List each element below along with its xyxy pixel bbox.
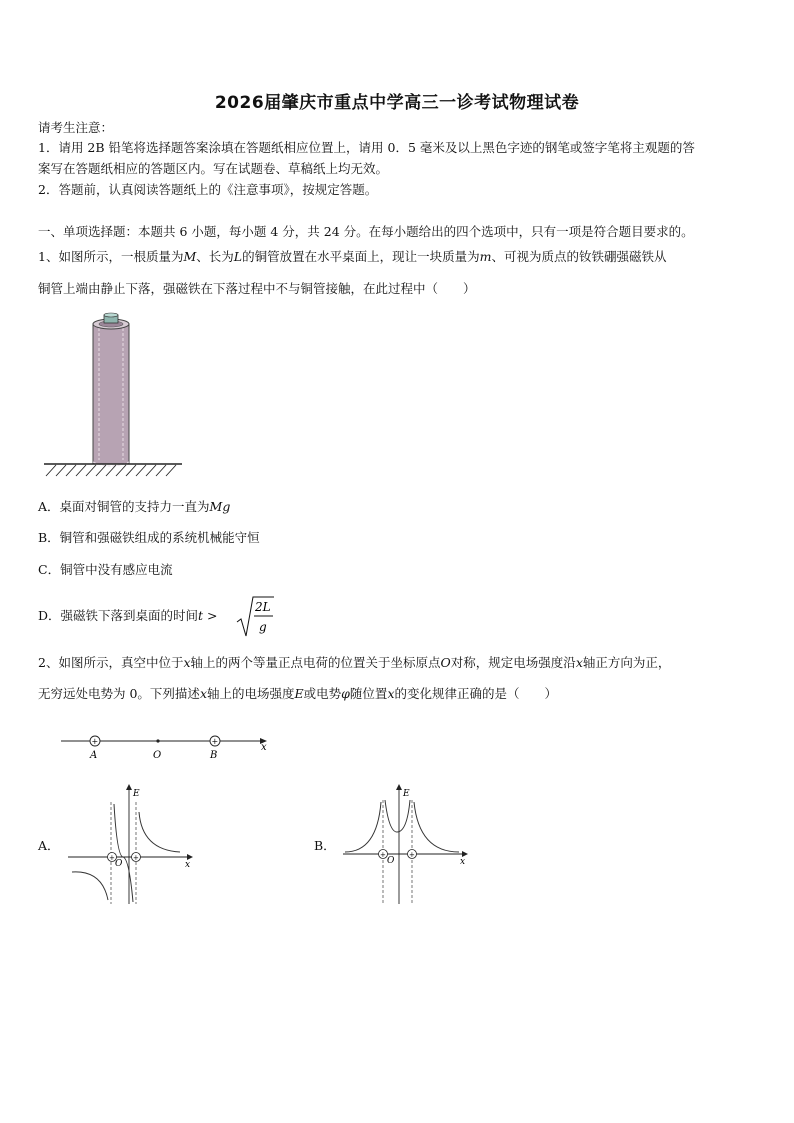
section-heading: 一、单项选择题：本题共 6 小题，每小题 4 分，共 24 分。在每小题给出的四个选项中，只有一项是符合题目要求的。 [38,224,694,239]
q1-stem-part: 、可视为质点的钕铁硼强磁铁从 [491,249,667,264]
magnet-top [104,313,118,317]
sqrt-numerator: 2L [255,600,271,614]
svg-text:+: + [91,737,99,746]
q1-var-m: m [479,249,492,264]
graph-a-e-label: E [133,789,140,799]
q1-option-a[interactable] [38,497,230,517]
q2-stem-part: 轴正方向为正， [582,655,671,670]
q2-stem-line-1 [38,653,760,673]
notice-heading: 请考生注意： [38,120,114,135]
svg-text:+: + [211,737,219,746]
notice-item-1-line-2: 案写在答题纸相应的答题区内。写在试题卷、草稿纸上均无效。 [38,161,389,176]
graph-b-x-label: x [460,857,466,867]
q1-option-d-text: D．强磁铁下落到桌面的时间 [38,608,199,623]
graph-a-x-label: x [185,860,191,870]
q2-stem-part: 随位置 [349,686,388,701]
q2-option-b[interactable]: B． [314,838,336,853]
tube-body [93,324,129,464]
q1-stem-line-2: 铜管上端由静止下落，强磁铁在下落过程中不与铜管接触，在此过程中（ ） [38,281,476,296]
q1-option-c[interactable]: C．铜管中没有感应电流 [38,562,173,577]
q2-var-O: O [440,655,451,670]
svg-text:+: + [109,854,115,862]
graph-a-origin-label: O [115,859,123,869]
q1-var-L: L [233,249,243,264]
q2-stem-part: 或电势 [303,686,342,701]
q2-stem-part: 无穷远处电势为 0。下列描述 [38,686,200,701]
graph-option-b [337,782,477,910]
exam-title: 2026届肇庆市重点中学高三一诊考试物理试卷 [214,93,580,113]
graph-b-e-label: E [403,789,410,799]
label-b: B [210,750,218,761]
copper-tube-figure [40,312,190,482]
q1-stem-line-1 [38,247,760,267]
q1-option-d[interactable] [38,606,218,626]
q2-stem-part: 对称，规定电场强度沿 [450,655,576,670]
q1-stem-part: 的铜管放置在水平桌面上，现让一块质量为 [242,249,480,264]
charge-axis-figure [55,730,280,762]
origin-dot [156,739,159,742]
q2-var-x: x [199,686,207,701]
q1-option-d-gt: > [207,608,218,623]
graph-a-curve-left [72,872,108,900]
sqrt-formula [236,594,276,640]
label-a: A [90,750,98,761]
q1-stem-part: 1、如图所示，一根质量为 [38,249,184,264]
svg-text:+: + [380,851,386,859]
graph-a-curve-right [139,812,180,852]
q2-var-phi: φ [341,686,350,701]
q2-var-x: x [183,655,191,670]
notice-item-2: 2．答题前，认真阅读答题纸上的《注意事项》，按规定答题。 [38,182,378,197]
q2-var-x: x [387,686,395,701]
graph-b-curve-left [345,802,381,852]
svg-text:+: + [133,854,139,862]
q2-option-a[interactable]: A． [38,838,60,853]
graph-option-a [62,782,202,910]
q1-option-a-text: A．桌面对铜管的支持力一直为 [38,499,210,514]
ground-hatching [46,465,176,476]
q1-stem-part: 、长为 [196,249,234,264]
q2-var-E: E [294,686,304,701]
q2-var-x: x [575,655,583,670]
graph-b-origin-label: O [387,856,395,866]
q1-option-a-var: Mg [209,499,231,514]
graph-b-curve-middle [385,800,410,832]
svg-text:+: + [409,851,415,859]
q2-stem-part: 的变化规律正确的是（ ） [394,686,558,701]
graph-a-curve-middle [114,804,133,902]
graph-b-curve-right [414,802,459,852]
q2-stem-part: 轴上的电场强度 [207,686,295,701]
label-o: O [153,750,162,761]
q2-stem-part: 轴上的两个等量正点电荷的位置关于坐标原点 [190,655,441,670]
q1-var-M: M [183,249,197,264]
notice-item-1-line-1: 1．请用 2B 铅笔将选择题答案涂填在答题纸相应位置上，请用 0．5 毫米及以上黑色字迹的钢笔或签字笔将主观题的答 [38,140,695,155]
label-x: x [261,742,267,753]
q2-stem-part: 2、如图所示，真空中位于 [38,655,184,670]
q1-option-b[interactable]: B．铜管和强磁铁组成的系统机械能守恒 [38,530,260,545]
q2-stem-line-2 [38,684,760,704]
q1-option-d-var-t: t [198,608,204,623]
sqrt-denominator: g [259,620,267,634]
